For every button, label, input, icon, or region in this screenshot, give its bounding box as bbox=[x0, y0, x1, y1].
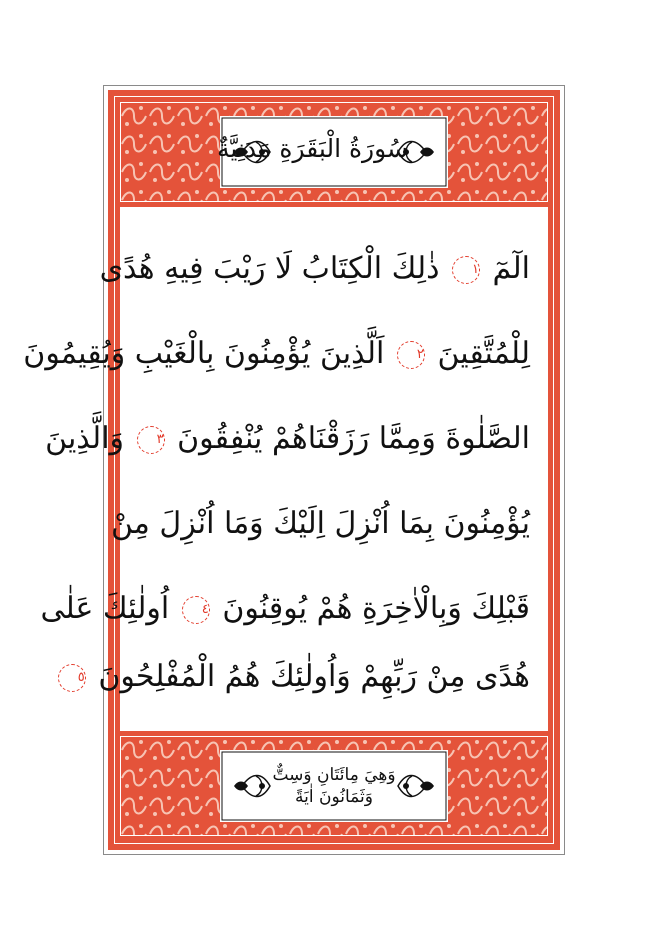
surah-header-panel bbox=[120, 102, 548, 202]
ayah-count-text bbox=[250, 764, 418, 808]
title-cartouche bbox=[217, 116, 448, 188]
verse-text: ذٰلِكَ الْكِتَابُ لَا رَيْبَ فِيهِ هُدًى bbox=[99, 251, 440, 286]
ayah-count-line-2: وَثَمَانُونَ اٰيَةً bbox=[295, 787, 373, 807]
verse-line-1 bbox=[99, 239, 530, 299]
verse-text: الصَّلٰوةَ وَمِمَّا رَزَقْنَاهُمْ يُنْفِقُونَ bbox=[177, 421, 530, 456]
verse-text-area bbox=[23, 207, 548, 731]
ayah-marker-2: ٢ bbox=[397, 341, 425, 369]
surah-footer-panel bbox=[120, 736, 548, 836]
verse-line-4 bbox=[110, 494, 530, 554]
ayah-marker-3: ٣ bbox=[137, 426, 165, 454]
verse-line-6 bbox=[77, 647, 530, 707]
verse-text: اَلَّذِينَ يُؤْمِنُونَ بِالْغَيْبِ وَيُقِيمُونَ bbox=[23, 336, 385, 371]
ayah-count-line-1: وَهِيَ مِائَتَانِ وَسِتٌّ bbox=[272, 765, 396, 785]
verse-text: الٓمٓ bbox=[492, 251, 530, 286]
verse-text: هُدًى مِنْ رَبِّهِمْ وَاُولٰئِكَ هُمُ الْمُفْلِحُونَ bbox=[98, 659, 530, 694]
verse-text: قَبْلِكَ وَبِالْاٰخِرَةِ هُمْ يُوقِنُونَ bbox=[222, 591, 530, 626]
verse-text: لِلْمُتَّقِينَ bbox=[437, 336, 530, 371]
verse-text: اُولٰئِكَ عَلٰى bbox=[40, 591, 170, 626]
ayah-marker-1: ١ bbox=[452, 256, 480, 284]
ayah-marker-5: ٥ bbox=[58, 664, 86, 692]
count-cartouche bbox=[220, 750, 448, 822]
verse-line-5 bbox=[40, 579, 530, 639]
verse-text: يُؤْمِنُونَ بِمَا اُنْزِلَ اِلَيْكَ وَمَا اُنْزِلَ مِنْ bbox=[110, 506, 530, 541]
verse-text: وَالَّذِينَ bbox=[45, 421, 125, 456]
verse-line-2 bbox=[23, 324, 530, 384]
verse-line-3 bbox=[45, 409, 530, 469]
surah-title: سُورَةُ الْبَقَرَةِ مَدَنِيَّةٌ bbox=[217, 134, 408, 163]
ayah-marker-4: ٤ bbox=[182, 596, 210, 624]
page-frame bbox=[23, 90, 560, 850]
